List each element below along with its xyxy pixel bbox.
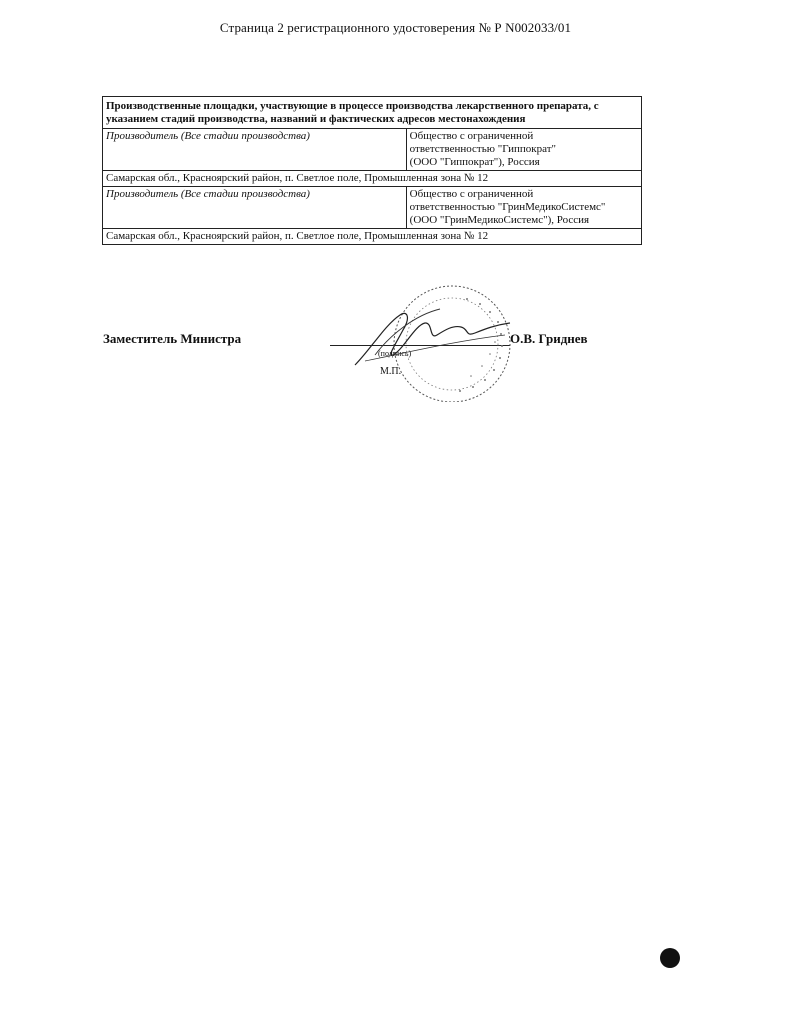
org-line: Общество с ограниченной: [409, 130, 534, 142]
org-line: (ООО "ГринМедикоСистемс"), Россия: [409, 214, 590, 226]
org-line: Общество с ограниченной: [409, 188, 534, 200]
page-header: Страница 2 регистрационного удостоверения № Р N002033/01: [219, 20, 572, 35]
table-heading: Производственные площадки, участвующие в процессе производства лекарственного препарата, с указанием стадий производства, названий и фактических адресов местонахождения: [103, 97, 642, 129]
page-marker-dot: [660, 948, 680, 968]
org-line: ответственностью "Гиппократ": [409, 143, 557, 155]
manufacturer-role: Производитель (Все стадии производства): [103, 129, 407, 171]
signer-position: Заместитель Министра: [103, 331, 242, 346]
manufacturer-role: Производитель (Все стадии производства): [103, 187, 407, 229]
signer-name: О.В. Гриднев: [510, 331, 588, 346]
org-line: ответственностью "ГринМедикоСистемс": [409, 201, 606, 213]
org-line: (ООО "Гиппократ"), Россия: [409, 156, 540, 168]
handwritten-signature-icon: [345, 295, 520, 380]
site-address: Самарская обл., Красноярский район, п. Светлое поле, Промышленная зона № 12: [103, 171, 642, 187]
stamp-place-label: М.П.: [380, 366, 402, 377]
signature-caption: (подпись): [378, 349, 412, 358]
site-address: Самарская обл., Красноярский район, п. Светлое поле, Промышленная зона № 12: [103, 229, 642, 245]
